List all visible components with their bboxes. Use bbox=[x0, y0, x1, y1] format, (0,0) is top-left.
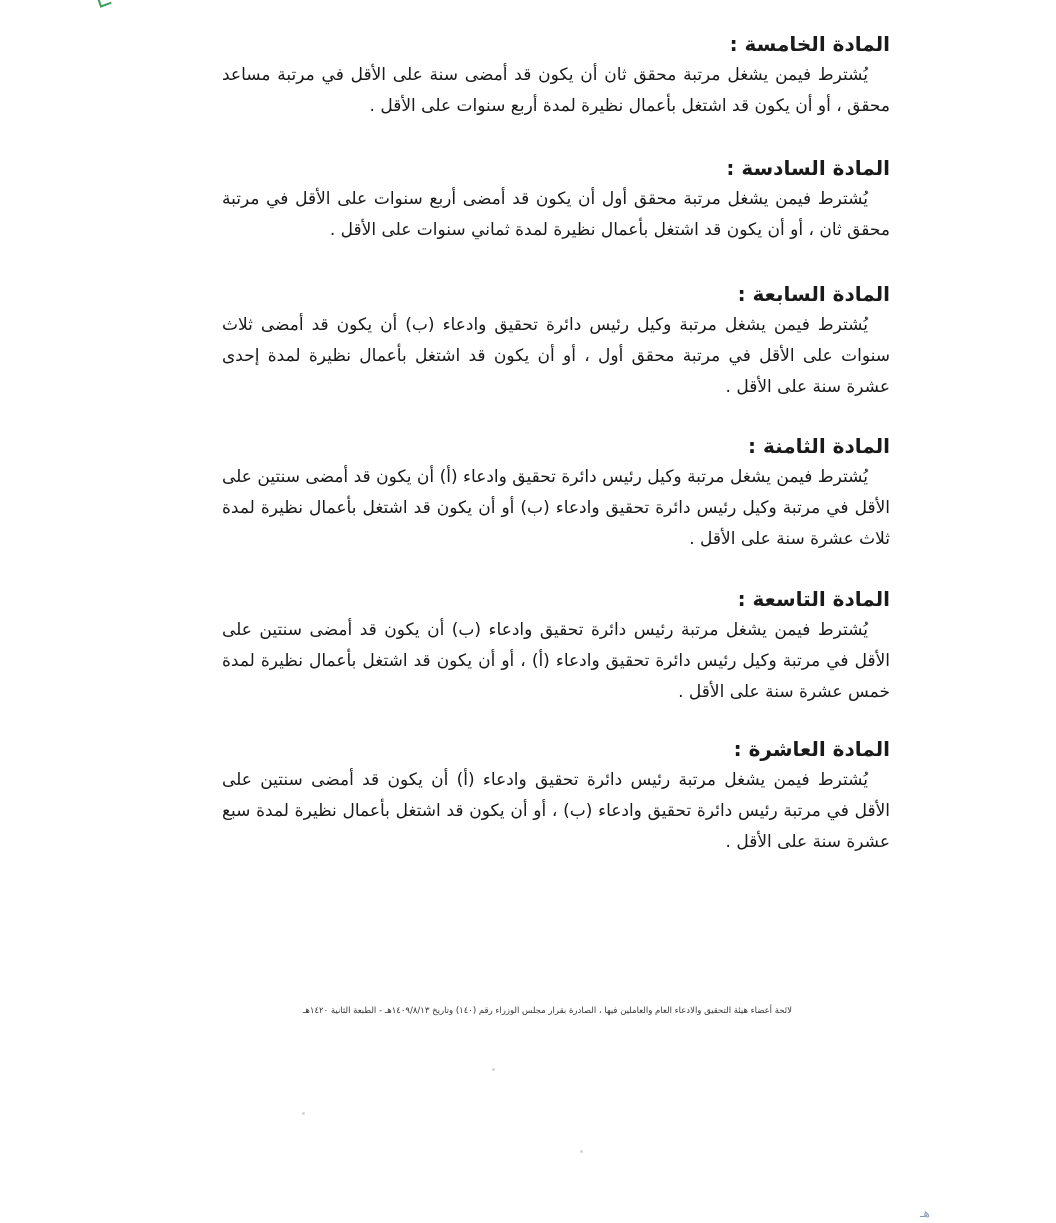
page-corner-mark: هـ bbox=[920, 1206, 930, 1220]
article-9-title: المادة التاسعة : bbox=[737, 587, 890, 611]
article-10-body: يُشترط فيمن يشغل مرتبة رئيس دائرة تحقيق وادعاء (أ) أن يكون قد أمضى سنتين على الأقل في مرتبة رئيس دائرة تحقيق وادعاء (ب) ، أو أن يكون قد اشتغل بأعمال نظيرة لمدة سبع عشرة سنة على الأقل . bbox=[222, 770, 890, 852]
page-footnote: لائحة أعضاء هيئة التحقيق والادعاء العام والعاملين فيها ، الصادرة بقرار مجلس الوزراء رقم (١٤٠) وتاريخ ١٤٠٩/٨/١٣هـ - الطبعة الثانية ١٤٢٠هـ bbox=[302, 1006, 792, 1016]
article-6-title: المادة السادسة : bbox=[726, 156, 890, 180]
article-6 bbox=[222, 152, 890, 246]
article-7-title: المادة السابعة : bbox=[737, 282, 890, 306]
article-8-title: المادة الثامنة : bbox=[748, 434, 890, 458]
article-10 bbox=[222, 733, 890, 858]
scan-speck bbox=[492, 1068, 495, 1071]
article-7-body: يُشترط فيمن يشغل مرتبة وكيل رئيس دائرة تحقيق وادعاء (ب) أن يكون قد أمضى ثلاث سنوات على الأقل في مرتبة محقق أول ، أو أن يكون قد اشتغل بأعمال نظيرة لمدة إحدى عشرة سنة على الأقل . bbox=[222, 315, 890, 397]
article-5-title: المادة الخامسة : bbox=[729, 32, 890, 56]
article-9-body: يُشترط فيمن يشغل مرتبة رئيس دائرة تحقيق وادعاء (ب) أن يكون قد أمضى سنتين على الأقل في مرتبة وكيل رئيس دائرة تحقيق وادعاء (أ) ، أو أن يكون قد اشتغل بأعمال نظيرة لمدة خمس عشرة سنة على الأقل . bbox=[222, 620, 890, 702]
article-8-body: يُشترط فيمن يشغل مرتبة وكيل رئيس دائرة تحقيق وادعاء (أ) أن يكون قد أمضى سنتين على الأقل في مرتبة وكيل رئيس دائرة تحقيق وادعاء (ب) أو أن يكون قد اشتغل بأعمال نظيرة لمدة ثلاث عشرة سنة على الأقل . bbox=[222, 467, 890, 549]
article-5 bbox=[222, 28, 890, 122]
article-9 bbox=[222, 583, 890, 708]
article-7 bbox=[222, 278, 890, 403]
article-10-title: المادة العاشرة : bbox=[733, 737, 890, 761]
article-5-body: يُشترط فيمن يشغل مرتبة محقق ثان أن يكون قد أمضى سنة على الأقل في مرتبة مساعد محقق ، أو أن يكون قد اشتغل بأعمال نظيرة لمدة أربع سنوات على الأقل . bbox=[222, 65, 890, 116]
scan-speck bbox=[302, 1112, 305, 1115]
scan-speck bbox=[580, 1150, 583, 1153]
article-8 bbox=[222, 430, 890, 555]
article-6-body: يُشترط فيمن يشغل مرتبة محقق أول أن يكون قد أمضى أربع سنوات على الأقل في مرتبة محقق ثان ، أو أن يكون قد اشتغل بأعمال نظيرة لمدة ثماني سنوات على الأقل . bbox=[222, 189, 890, 240]
scan-corner-mark bbox=[96, 0, 111, 8]
